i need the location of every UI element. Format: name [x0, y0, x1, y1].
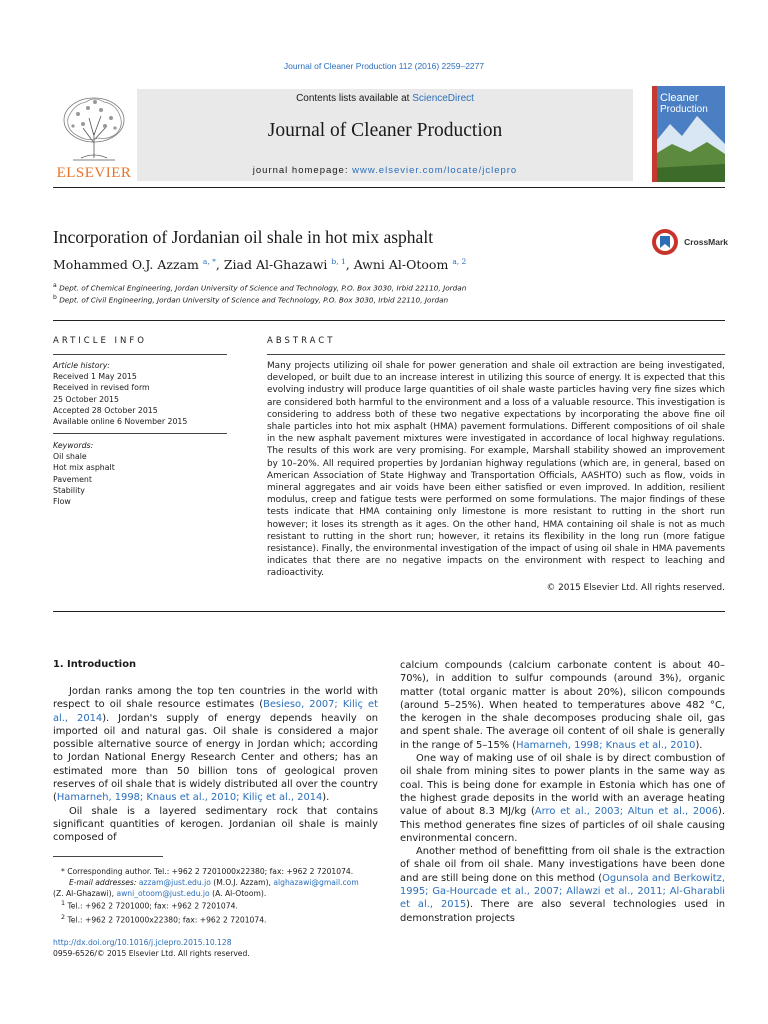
text: Corresponding author. Tel.: +962 2 7201000x22380; fax: +962 2 7201074. [67, 867, 354, 876]
affiliation-text: Dept. of Civil Engineering, Jordan University of Science and Technology, P.O. Box 3030, Irbid 22110, Jordan [59, 295, 449, 305]
footnote-emails-cont [53, 889, 378, 900]
text: calcium compounds (calcium carbonate content is about 40–70%), in addition to sulfur compounds (around 3%), organic matter (total organic matter is about 20%), silicon compounds (around 5–25%). When heated to temperatures above 482 °C, the kerogen in the shale decomposes producing shale oil, gas and spent shale. The average oil content of oil shale is generally in the range of 5–15% ( [400, 660, 725, 751]
abstract-text: Many projects utilizing oil shale for power generation and shale oil extraction are being investigated, developed, or built due to an increase interest in utilizing this source of energy. It is expected that this evolving industry will produce large quantities of oil shale waste particles having very fine sizes which are considered both harmful to the environment and a loss of a valuable resource. This investigation is considering to address both of these two negative expectations by incorporating the above fine oil shale particles into hot mix asphalt (HMA) pavement formulations. Different compositions of oil shale in the new asphalt pavement mixtures were investigated in accordance of local highway regulations. The results of this work are very promising. For example, Marshall stability showed an improvement by 10–20%. All required properties by Jordanian highway regulations (which are, in general, based on American Association of State Highway and Transportation Officials, AASHTO) such as flow, voids in mineral aggregates and air voids have been either satisfied or even improved. In addition, resilient modulus, creep and fatigue tests were performed on some formulations. The major findings of these tests indicate that HMA containing only limestone is more resistant to rutting in the short run however; it loses its strength as it ages. On the other hand, HMA containing oil shale is not as much resistant to rutting in the short run; however, it retains its flexibility in the long run (more fatigue resistance). Finally, the environmental investigation of the impact of using oil shale in HMA pavements indicates that there are no negative impacts on the environment with respect to leaching and radioactivity. [267, 361, 725, 579]
keywords-label: Keywords: [53, 441, 94, 450]
contents-line [137, 93, 633, 104]
text: (A. Al-Otoom). [212, 888, 267, 898]
info-rule [53, 354, 227, 355]
footnote-corresponding [53, 867, 378, 878]
author-affiliation-mark[interactable]: a, * [202, 257, 216, 266]
text: (Z. Al-Ghazawi), [53, 888, 115, 898]
history-item: Available online 6 November 2015 [53, 417, 188, 427]
left-column [53, 685, 378, 845]
right-column [400, 659, 725, 925]
text: ). There are also several technologies used in demonstration projects [400, 899, 725, 924]
paragraph [400, 845, 725, 925]
history-label: Article history: [53, 361, 110, 370]
author-list: Mohammed O.J. Azzam $^{a, *}$, Ziad Al-Ghazawi $^{b, 1}$, Awni Al-Otoom $^{a, 2}$ [53, 257, 467, 272]
citation-link[interactable]: Arro et al., 2003; Altun et al., 2006 [534, 806, 718, 818]
text: ). This method generates fine sizes of particles of oil shale causing environmental concern. [400, 806, 725, 844]
author-affiliation-mark[interactable]: a, 2 [452, 257, 467, 266]
crossmark-label: CrossMark [684, 237, 729, 247]
affiliation-mark: b [53, 294, 57, 301]
abstract-rule [267, 354, 725, 355]
sciencedirect-link[interactable]: ScienceDirect [412, 93, 474, 104]
keyword-item: Hot mix asphalt [53, 463, 115, 473]
footnote-rule [53, 856, 163, 857]
cover-title-line2: Production [660, 104, 708, 115]
paragraph [53, 685, 378, 805]
doi-link[interactable]: http://dx.doi.org/10.1016/j.jclepro.2015.10.128 [53, 938, 232, 947]
paragraph [400, 752, 725, 845]
crossmark-badge[interactable] [651, 228, 728, 256]
journal-reference-link[interactable]: Journal of Cleaner Production 112 (2016) 2259–2277 [283, 61, 485, 71]
text: Another method of benefitting from oil shale is the extraction of shale oil from oil shale. Many investigations have been done and are still being done on this method ( [400, 846, 725, 884]
footnote-2 [53, 913, 378, 926]
citation-link[interactable]: Hamarneh, 1998; Knaus et al., 2010; Kiliç et al., 2014 [56, 792, 323, 804]
keyword-item: Flow [53, 497, 71, 507]
keywords [53, 440, 227, 507]
footnote-mark: 2 [61, 913, 66, 921]
journal-homepage [137, 165, 633, 176]
citation-link[interactable]: Hamarneh, 1998; Knaus et al., 2010 [516, 739, 696, 751]
affiliation-text: Dept. of Chemical Engineering, Jordan University of Science and Technology, P.O. Box 3030, Irbid 22110, Jordan [59, 283, 467, 293]
issn-line: 0959-6526/© 2015 Elsevier Ltd. All rights reserved. [53, 948, 250, 958]
text: Jordan ranks among the top ten countries in the world with respect to oil shale resource estimates ( [53, 686, 378, 711]
footnote-1 [53, 899, 378, 912]
text: One way of making use of oil shale is by direct combustion of oil shale from mining sites to power plants in the same way as coal. This is being done for example in Estonia which has one of the highest grade deposits in the world with an average heating value of about 8.3 MJ/kg ( [400, 753, 725, 818]
article-history [53, 360, 227, 427]
publication-info [53, 938, 378, 960]
copyright-notice: © 2015 Elsevier Ltd. All rights reserved. [546, 583, 725, 593]
info-rule [53, 433, 227, 434]
citation-link[interactable]: Besieso, 2007; Kiliç et al., 2014 [53, 699, 378, 724]
section-heading: 1. Introduction [53, 659, 137, 670]
journal-title: Journal of Cleaner Production [267, 120, 503, 141]
author-name[interactable]: Ziad Al-Ghazawi [223, 257, 328, 272]
footnotes [53, 867, 378, 926]
text: Tel.: +962 2 7201000; fax: +962 2 7201074. [67, 901, 238, 911]
affiliation-mark: a [53, 282, 57, 289]
contents-prefix: Contents lists available at [296, 93, 413, 104]
author-name[interactable]: Mohammed O.J. Azzam [53, 257, 199, 272]
text: (M.O.J. Azzam), [213, 877, 271, 887]
email-link[interactable]: azzam@just.edu.jo [138, 877, 211, 887]
text: ). [695, 739, 703, 751]
article-info-heading: ARTICLE INFO [53, 336, 147, 346]
homepage-link[interactable]: www.elsevier.com/locate/jclepro [352, 165, 518, 176]
masthead-rule [53, 187, 725, 188]
publisher-name: ELSEVIER [56, 165, 132, 181]
citation-link[interactable]: Ogunsola and Berkowitz, 1995; Ga-Hourcade et al., 2007; Allawzi et al., 2011; Al-Gharabli et al., 2015 [400, 872, 725, 911]
journal-cover-image [652, 86, 725, 182]
cover-title-line1: Cleaner [660, 92, 699, 104]
footnote-emails [53, 878, 378, 889]
author-name[interactable]: Awni Al-Otoom [353, 257, 449, 272]
paragraph [400, 659, 725, 752]
keyword-item: Pavement [53, 474, 92, 484]
author-affiliation-mark[interactable]: b, 1 [331, 257, 346, 266]
text: Tel.: +962 2 7201000x22380; fax: +962 2 7201074. [67, 915, 267, 925]
abstract-bottom-rule [53, 611, 725, 612]
abstract-heading: ABSTRACT [267, 336, 336, 346]
footnote-mark: 1 [61, 900, 66, 908]
footnote-mark: * [61, 867, 65, 876]
paragraph: Oil shale is a layered sedimentary rock that contains significant quantities of kerogen. Jordanian oil shale is mainly composed of [53, 805, 378, 844]
history-item: Received in revised form [53, 383, 150, 393]
affiliation-b [53, 294, 448, 304]
keyword-item: Stability [53, 485, 85, 495]
email-label: E-mail addresses: [69, 877, 137, 887]
crossmark-icon [651, 228, 679, 256]
history-item: Accepted 28 October 2015 [53, 405, 158, 415]
article-title: Incorporation of Jordanian oil shale in hot mix asphalt [53, 227, 434, 247]
email-link[interactable]: awni_otoom@just.edu.jo [116, 888, 210, 898]
header-rule [53, 320, 725, 321]
elsevier-logo [53, 88, 135, 183]
history-item: 25 October 2015 [53, 394, 119, 404]
text: ). Jordan's supply of energy depends heavily on imported oil and natural gas. Oil shale is considered a major possible alternative source of energy in Jordan which; according to Jordan National Energy Research Center and others; has an estimated more than 50 billion tons of geological proven reserves of oil shale that is widely distributed all over the country ( [53, 712, 378, 804]
affiliation-a [53, 282, 466, 292]
history-item: Received 1 May 2015 [53, 372, 137, 382]
keyword-item: Oil shale [53, 452, 87, 462]
email-link[interactable]: alghazawi@gmail.com [273, 877, 359, 887]
text: ). [322, 792, 330, 804]
homepage-prefix: journal homepage: [252, 165, 353, 176]
